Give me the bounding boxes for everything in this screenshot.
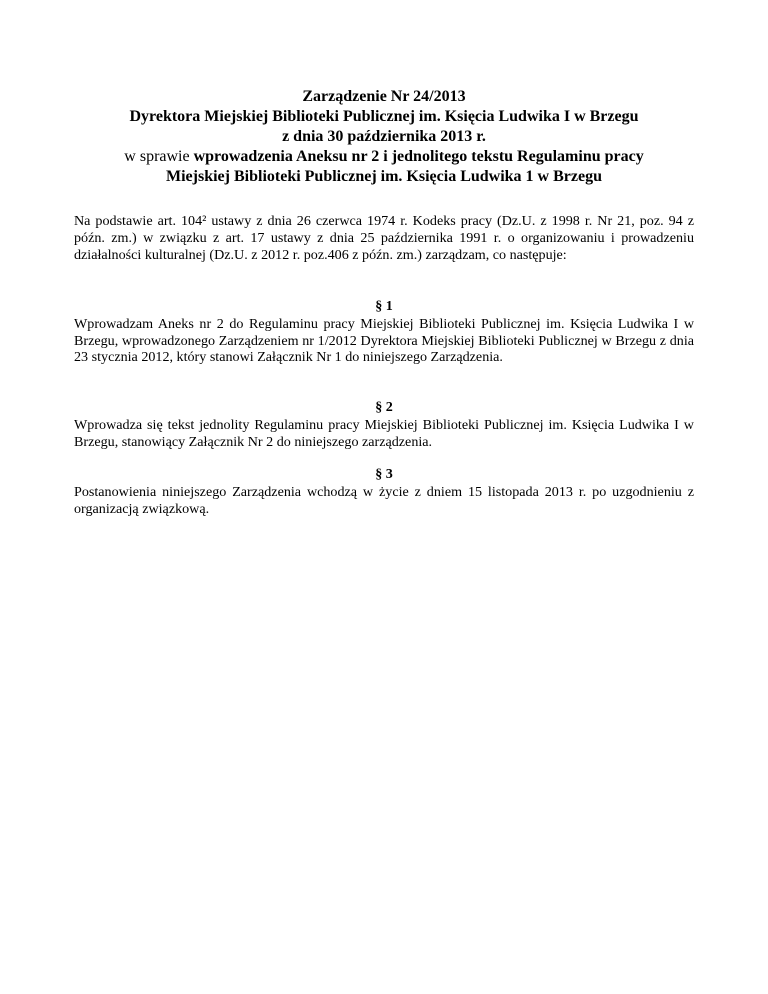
subject-line	[40, 147, 728, 167]
section-2-text: Wprowadza się tekst jednolity Regulaminu pracy Miejskiej Biblioteki Publicznej im. Księcia Ludwika I w Brzegu, stanowiący Załącznik Nr 2 do niniejszego zarządzenia.	[74, 416, 694, 450]
subject-bold: wprowadzenia Aneksu nr 2 i jednolitego tekstu Regulaminu pracy	[193, 148, 644, 165]
legal-basis-text: Na podstawie art. 104² ustawy z dnia 26 czerwca 1974 r. Kodeks pracy (Dz.U. z 1998 r. Nr 21, poz. 94 z późn. zm.) w związku z art. 17 ustawy z dnia 25 października 1991 r. o organizowaniu i prowadzeniu działalności kulturalnej (Dz.U. z 2012 r. poz.406 z późn. zm.) zarządzam, co następuje:	[74, 213, 694, 263]
section-1-text: Wprowadzam Aneks nr 2 do Regulaminu pracy Miejskiej Biblioteki Publicznej im. Księcia Ludwika I w Brzegu, wprowadzonego Zarządzeniem nr 1/2012 Dyrektora Miejskiej Biblioteki Publicznej w Brzegu z dnia 23 stycznia 2012, który stanowi Załącznik Nr 1 do niniejszego Zarządzenia.	[74, 315, 694, 366]
legal-basis	[74, 213, 694, 263]
subject-line-2: Miejskiej Biblioteki Publicznej im. Księcia Ludwika 1 w Brzegu	[166, 168, 602, 185]
section-3-title: § 3	[375, 466, 393, 482]
section-3-text: Postanowienia niniejszego Zarządzenia wchodzą w życie z dniem 15 listopada 2013 r. po uzgodnieniu z organizacją związkową.	[74, 483, 694, 517]
section-1-title: § 1	[375, 298, 393, 314]
subject-prefix: w sprawie	[124, 148, 194, 165]
issuer-line: Dyrektora Miejskiej Biblioteki Publicznej im. Księcia Ludwika I w Brzegu	[129, 108, 639, 125]
document-header	[40, 87, 728, 187]
section-1	[74, 298, 694, 366]
date-line: z dnia 30 października 2013 r.	[282, 128, 486, 145]
regulation-number: Zarządzenie Nr 24/2013	[302, 88, 466, 105]
section-3	[74, 466, 694, 517]
section-2-title: § 2	[375, 399, 393, 415]
section-2	[74, 399, 694, 450]
